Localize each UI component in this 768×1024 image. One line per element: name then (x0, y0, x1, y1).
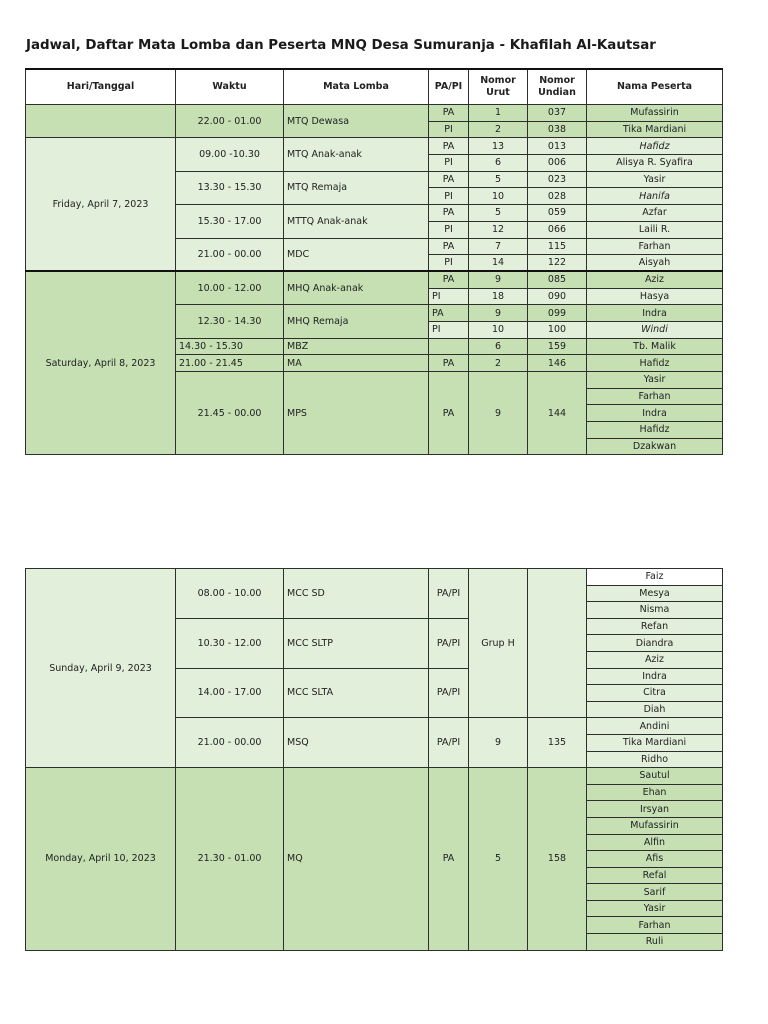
day-cell-friday: Friday, April 7, 2023 (26, 138, 176, 272)
peserta-cell: Aziz (587, 651, 723, 668)
table-row (26, 768, 723, 785)
peserta-cell: Tb. Malik (587, 338, 723, 355)
waktu-cell: 21.45 - 00.00 (176, 372, 284, 455)
papi-cell: PA (429, 271, 469, 288)
peserta-cell: Nisma (587, 602, 723, 619)
peserta-cell: Windi (587, 321, 723, 338)
lomba-cell: MCC SLTA (284, 668, 429, 718)
waktu-cell: 10.00 - 12.00 (176, 271, 284, 304)
lomba-cell: MTQ Anak-anak (284, 138, 429, 171)
urut-cell: 2 (469, 355, 528, 372)
peserta-cell: Laili R. (587, 221, 723, 238)
lomba-cell: MTQ Remaja (284, 171, 429, 204)
papi-cell: PI (429, 155, 469, 172)
undian-cell: 023 (528, 171, 587, 188)
day-cell-sunday: Sunday, April 9, 2023 (26, 569, 176, 768)
peserta-cell: Ruli (587, 934, 723, 951)
urut-cell: 1 (469, 105, 528, 122)
peserta-cell: Yasir (587, 372, 723, 389)
papi-cell: PA/PI (429, 668, 469, 718)
undian-cell: 135 (528, 718, 587, 768)
peserta-cell: Indra (587, 668, 723, 685)
peserta-cell: Afis (587, 851, 723, 868)
papi-cell: PI (429, 288, 469, 305)
lomba-cell: MHQ Remaja (284, 305, 429, 338)
page-title: Jadwal, Daftar Mata Lomba dan Peserta MNQ Desa Sumuranja - Khafilah Al-Kautsar (26, 38, 656, 53)
lomba-cell: MCC SLTP (284, 618, 429, 668)
undian-cell: 013 (528, 138, 587, 155)
waktu-cell: 21.00 - 00.00 (176, 238, 284, 271)
papi-cell (429, 338, 469, 355)
peserta-cell: Dzakwan (587, 438, 723, 455)
papi-cell: PI (429, 188, 469, 205)
undian-cell: 038 (528, 121, 587, 138)
peserta-cell: Sautul (587, 768, 723, 785)
peserta-cell: Mufassirin (587, 105, 723, 122)
urut-cell: 7 (469, 238, 528, 255)
papi-cell: PA (429, 305, 469, 322)
lomba-cell: MCC SD (284, 569, 429, 619)
papi-cell: PA (429, 768, 469, 951)
table-row (26, 138, 723, 155)
peserta-cell: Tika Mardiani (587, 734, 723, 751)
header-nomor-undian: Nomor Undian (528, 69, 587, 105)
papi-cell: PA (429, 238, 469, 255)
peserta-cell: Hafidz (587, 422, 723, 439)
waktu-cell: 08.00 - 10.00 (176, 569, 284, 619)
urut-cell: 5 (469, 171, 528, 188)
peserta-cell: Hanifa (587, 188, 723, 205)
header-pa-pi: PA/PI (429, 69, 469, 105)
peserta-cell: Alfin (587, 834, 723, 851)
undian-cell: 085 (528, 271, 587, 288)
peserta-cell: Aziz (587, 271, 723, 288)
undian-cell: 090 (528, 288, 587, 305)
papi-cell: PI (429, 321, 469, 338)
lomba-cell: MTTQ Anak-anak (284, 205, 429, 238)
peserta-cell: Aisyah (587, 255, 723, 272)
peserta-cell: Yasir (587, 900, 723, 917)
peserta-cell: Diah (587, 701, 723, 718)
waktu-cell: 21.30 - 01.00 (176, 768, 284, 951)
lomba-cell: MHQ Anak-anak (284, 271, 429, 304)
undian-cell: 059 (528, 205, 587, 222)
peserta-cell: Indra (587, 405, 723, 422)
urut-cell: 6 (469, 338, 528, 355)
peserta-cell: Diandra (587, 635, 723, 652)
lomba-cell: MSQ (284, 718, 429, 768)
urut-cell: 6 (469, 155, 528, 172)
day-cell-monday: Monday, April 10, 2023 (26, 768, 176, 951)
lomba-cell: MBZ (284, 338, 429, 355)
undian-cell: 122 (528, 255, 587, 272)
undian-cell: 037 (528, 105, 587, 122)
papi-cell: PA (429, 372, 469, 455)
urut-cell: 2 (469, 121, 528, 138)
waktu-cell: 14.30 - 15.30 (176, 338, 284, 355)
header-hari-tanggal: Hari/Tanggal (26, 69, 176, 105)
lomba-cell: MDC (284, 238, 429, 271)
undian-cell: 146 (528, 355, 587, 372)
peserta-cell: Farhan (587, 917, 723, 934)
undian-cell: 006 (528, 155, 587, 172)
lomba-cell: MTQ Dewasa (284, 105, 429, 138)
peserta-cell: Sarif (587, 884, 723, 901)
papi-cell: PA/PI (429, 718, 469, 768)
peserta-cell: Refal (587, 867, 723, 884)
peserta-cell: Farhan (587, 238, 723, 255)
urut-cell: 9 (469, 305, 528, 322)
waktu-cell: 09.00 -10.30 (176, 138, 284, 171)
papi-cell: PI (429, 221, 469, 238)
urut-cell: 5 (469, 768, 528, 951)
urut-cell: 9 (469, 718, 528, 768)
papi-cell: PA/PI (429, 618, 469, 668)
undian-cell: 115 (528, 238, 587, 255)
urut-cell: 18 (469, 288, 528, 305)
peserta-cell: Hafidz (587, 355, 723, 372)
waktu-cell: 13.30 - 15.30 (176, 171, 284, 204)
undian-cell: 066 (528, 221, 587, 238)
papi-cell: PA (429, 138, 469, 155)
table-row (26, 271, 723, 288)
waktu-cell: 22.00 - 01.00 (176, 105, 284, 138)
undian-cell: 099 (528, 305, 587, 322)
papi-cell: PA/PI (429, 569, 469, 619)
peserta-cell: Irsyan (587, 801, 723, 818)
header-waktu: Waktu (176, 69, 284, 105)
lomba-cell: MA (284, 355, 429, 372)
day-cell-saturday: Saturday, April 8, 2023 (26, 271, 176, 455)
papi-cell: PI (429, 121, 469, 138)
undian-cell: 158 (528, 768, 587, 951)
urut-cell: 9 (469, 271, 528, 288)
peserta-cell: Indra (587, 305, 723, 322)
day-cell-empty (26, 105, 176, 138)
peserta-cell: Andini (587, 718, 723, 735)
peserta-cell: Farhan (587, 388, 723, 405)
undian-cell: 028 (528, 188, 587, 205)
grup-cell: Grup H (469, 569, 528, 718)
header-nama-peserta: Nama Peserta (587, 69, 723, 105)
header-mata-lomba: Mata Lomba (284, 69, 429, 105)
schedule-table-2 (25, 568, 723, 951)
peserta-cell: Alisya R. Syafira (587, 155, 723, 172)
peserta-cell: Mufassirin (587, 817, 723, 834)
waktu-cell: 14.00 - 17.00 (176, 668, 284, 718)
papi-cell: PA (429, 355, 469, 372)
urut-cell: 9 (469, 372, 528, 455)
peserta-cell: Hafidz (587, 138, 723, 155)
urut-cell: 13 (469, 138, 528, 155)
papi-cell: PA (429, 205, 469, 222)
waktu-cell: 21.00 - 21.45 (176, 355, 284, 372)
peserta-cell: Ridho (587, 751, 723, 768)
lomba-cell: MPS (284, 372, 429, 455)
schedule-table-1 (25, 68, 723, 455)
peserta-cell: Tika Mardiani (587, 121, 723, 138)
table-row (26, 105, 723, 122)
urut-cell: 5 (469, 205, 528, 222)
waktu-cell: 10.30 - 12.00 (176, 618, 284, 668)
undian-cell: 100 (528, 321, 587, 338)
peserta-cell: Refan (587, 618, 723, 635)
peserta-cell: Yasir (587, 171, 723, 188)
peserta-cell: Ehan (587, 784, 723, 801)
table-header-row (26, 69, 723, 105)
urut-cell: 10 (469, 321, 528, 338)
undian-cell: 144 (528, 372, 587, 455)
waktu-cell: 15.30 - 17.00 (176, 205, 284, 238)
peserta-cell: Azfar (587, 205, 723, 222)
urut-cell: 14 (469, 255, 528, 272)
peserta-cell: Citra (587, 685, 723, 702)
undian-cell (528, 569, 587, 718)
urut-cell: 12 (469, 221, 528, 238)
urut-cell: 10 (469, 188, 528, 205)
undian-cell: 159 (528, 338, 587, 355)
header-nomor-urut: Nomor Urut (469, 69, 528, 105)
papi-cell: PI (429, 255, 469, 272)
waktu-cell: 21.00 - 00.00 (176, 718, 284, 768)
peserta-cell: Mesya (587, 585, 723, 602)
papi-cell: PA (429, 105, 469, 122)
waktu-cell: 12.30 - 14.30 (176, 305, 284, 338)
peserta-cell: Faiz (587, 569, 723, 586)
lomba-cell: MQ (284, 768, 429, 951)
papi-cell: PA (429, 171, 469, 188)
table-row (26, 569, 723, 586)
peserta-cell: Hasya (587, 288, 723, 305)
